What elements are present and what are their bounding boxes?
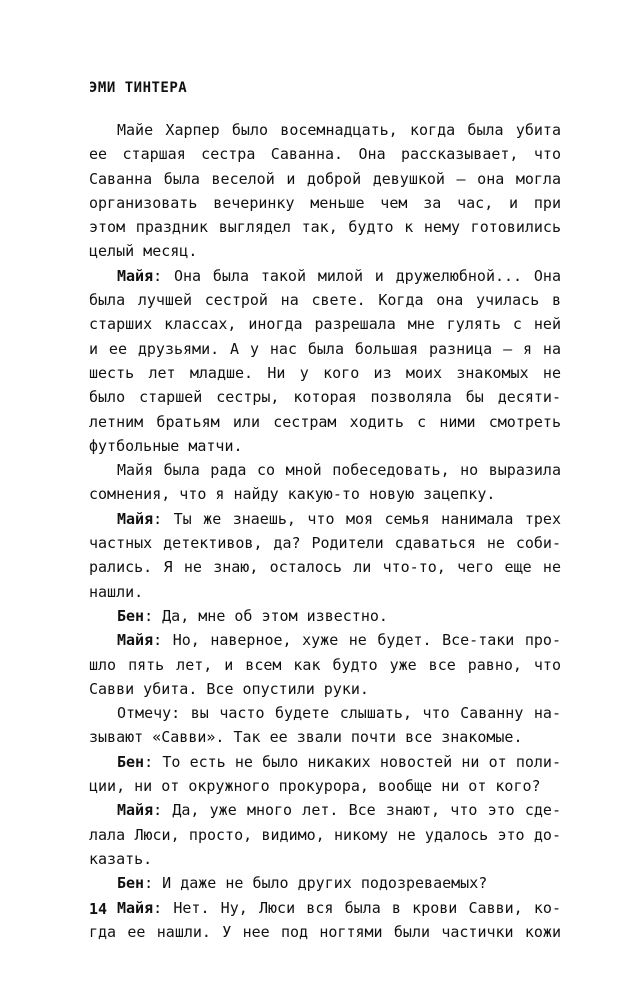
line-text: лала Люси, просто, видимо, никому не удалось это до-	[89, 825, 561, 844]
text-line	[89, 847, 561, 871]
line-text: рались. Я не знаю, осталось ли что-то, чего еще не	[89, 558, 561, 577]
line-text: летним братьям или сестрам ходить с ними смотреть	[89, 412, 561, 431]
dialogue-line	[89, 628, 561, 652]
text-line	[89, 725, 561, 749]
speaker-name: Майя	[117, 266, 154, 285]
text-line	[89, 410, 561, 434]
line-text: Отмечу: вы часто будете слышать, что Саванну на-	[117, 704, 561, 723]
line-text: сомнения, что я найду какую-то новую зацепку.	[89, 485, 496, 504]
line-text: : Она была такой милой и дружелюбной... Она	[153, 266, 561, 285]
text-line	[89, 167, 561, 191]
line-text: гда ее нашли. У нее под ногтями были частички кожи	[89, 922, 561, 941]
line-text: Майе Харпер было восемнадцать, когда была убита	[117, 121, 561, 139]
line-text: старших классах, иногда разрешала мне гулять с ней	[89, 315, 561, 334]
speaker-name: Бен	[117, 606, 145, 625]
dialogue-line	[89, 871, 561, 895]
speaker-name: Майя	[117, 801, 154, 820]
line-text: шесть лет младше. Ни у кого из моих знакомых не	[89, 363, 561, 382]
text-line	[89, 361, 561, 385]
speaker-name: Бен	[117, 874, 145, 893]
line-text: ции, ни от окружного прокурора, вообще ни от кого?	[89, 777, 541, 796]
text-line	[89, 118, 561, 142]
line-text: была лучшей сестрой на свете. Когда она училась в	[89, 291, 561, 310]
text-line	[89, 312, 561, 336]
text-line	[89, 555, 561, 579]
text-line	[89, 337, 561, 361]
line-text: футбольные матчи.	[89, 436, 243, 455]
line-text: : Да, уже много лет. Все знают, что это сде-	[153, 801, 561, 820]
text-line	[89, 191, 561, 215]
text-line	[89, 239, 561, 263]
line-text: Саванна была веселой и доброй девушкой — она могла	[89, 169, 561, 188]
dialogue-line	[89, 264, 561, 288]
dialogue-line	[89, 750, 561, 774]
text-line	[89, 701, 561, 725]
text-line	[89, 215, 561, 239]
text-line	[89, 482, 561, 506]
speaker-name: Майя	[117, 898, 154, 917]
line-text: целый месяц.	[89, 242, 198, 261]
line-text: организовать вечеринку меньше чем за час, и при	[89, 193, 561, 212]
text-line	[89, 653, 561, 677]
line-text: ее старшая сестра Саванна. Она рассказывает, что	[89, 145, 561, 164]
line-text: : И даже не было других подозреваемых?	[144, 874, 488, 893]
text-line	[89, 288, 561, 312]
speaker-name: Майя	[117, 509, 154, 528]
text-line	[89, 142, 561, 166]
speaker-name: Майя	[117, 631, 154, 650]
dialogue-line	[89, 604, 561, 628]
line-text: казать.	[89, 849, 153, 868]
line-text: Савви убита. Все опустили руки.	[89, 679, 369, 698]
text-line	[89, 458, 561, 482]
text-line	[89, 531, 561, 555]
text-line	[89, 580, 561, 604]
dialogue-line	[89, 896, 561, 920]
page-number: 14	[89, 900, 108, 918]
line-text: : То есть не было никаких новостей ни от поли-	[144, 752, 561, 771]
text-line	[89, 434, 561, 458]
dialogue-line	[89, 507, 561, 531]
line-text: шло пять лет, и всем как будто уже все равно, что	[89, 655, 561, 674]
line-text: нашли.	[89, 582, 144, 601]
speaker-name: Бен	[117, 752, 145, 771]
text-line	[89, 385, 561, 409]
line-text: : Ты же знаешь, что моя семья нанимала трех	[153, 509, 561, 528]
text-line	[89, 823, 561, 847]
text-line	[89, 677, 561, 701]
running-head: ЭМИ ТИНТЕРА	[89, 80, 188, 96]
text-line	[89, 774, 561, 798]
line-text: : Но, наверное, хуже не будет. Все-таки про-	[153, 631, 561, 650]
line-text: было старшей сестры, которая позволяла бы десяти-	[89, 388, 561, 407]
line-text: : Да, мне об этом известно.	[144, 606, 388, 625]
line-text: : Нет. Ну, Люси вся была в крови Савви, ко-	[153, 898, 561, 917]
line-text: и ее друзьями. А у нас была большая разница — я на	[89, 339, 561, 358]
line-text: частных детективов, да? Родители сдаваться не соби-	[89, 534, 561, 553]
body-text	[89, 118, 561, 944]
line-text: этом праздник выглядел так, будто к нему готовились	[89, 218, 561, 237]
line-text: зывают «Савви». Так ее звали почти все знакомые.	[89, 728, 523, 747]
line-text: Майя была рада со мной побеседовать, но выразила	[117, 461, 561, 480]
text-line	[89, 920, 561, 944]
dialogue-line	[89, 798, 561, 822]
